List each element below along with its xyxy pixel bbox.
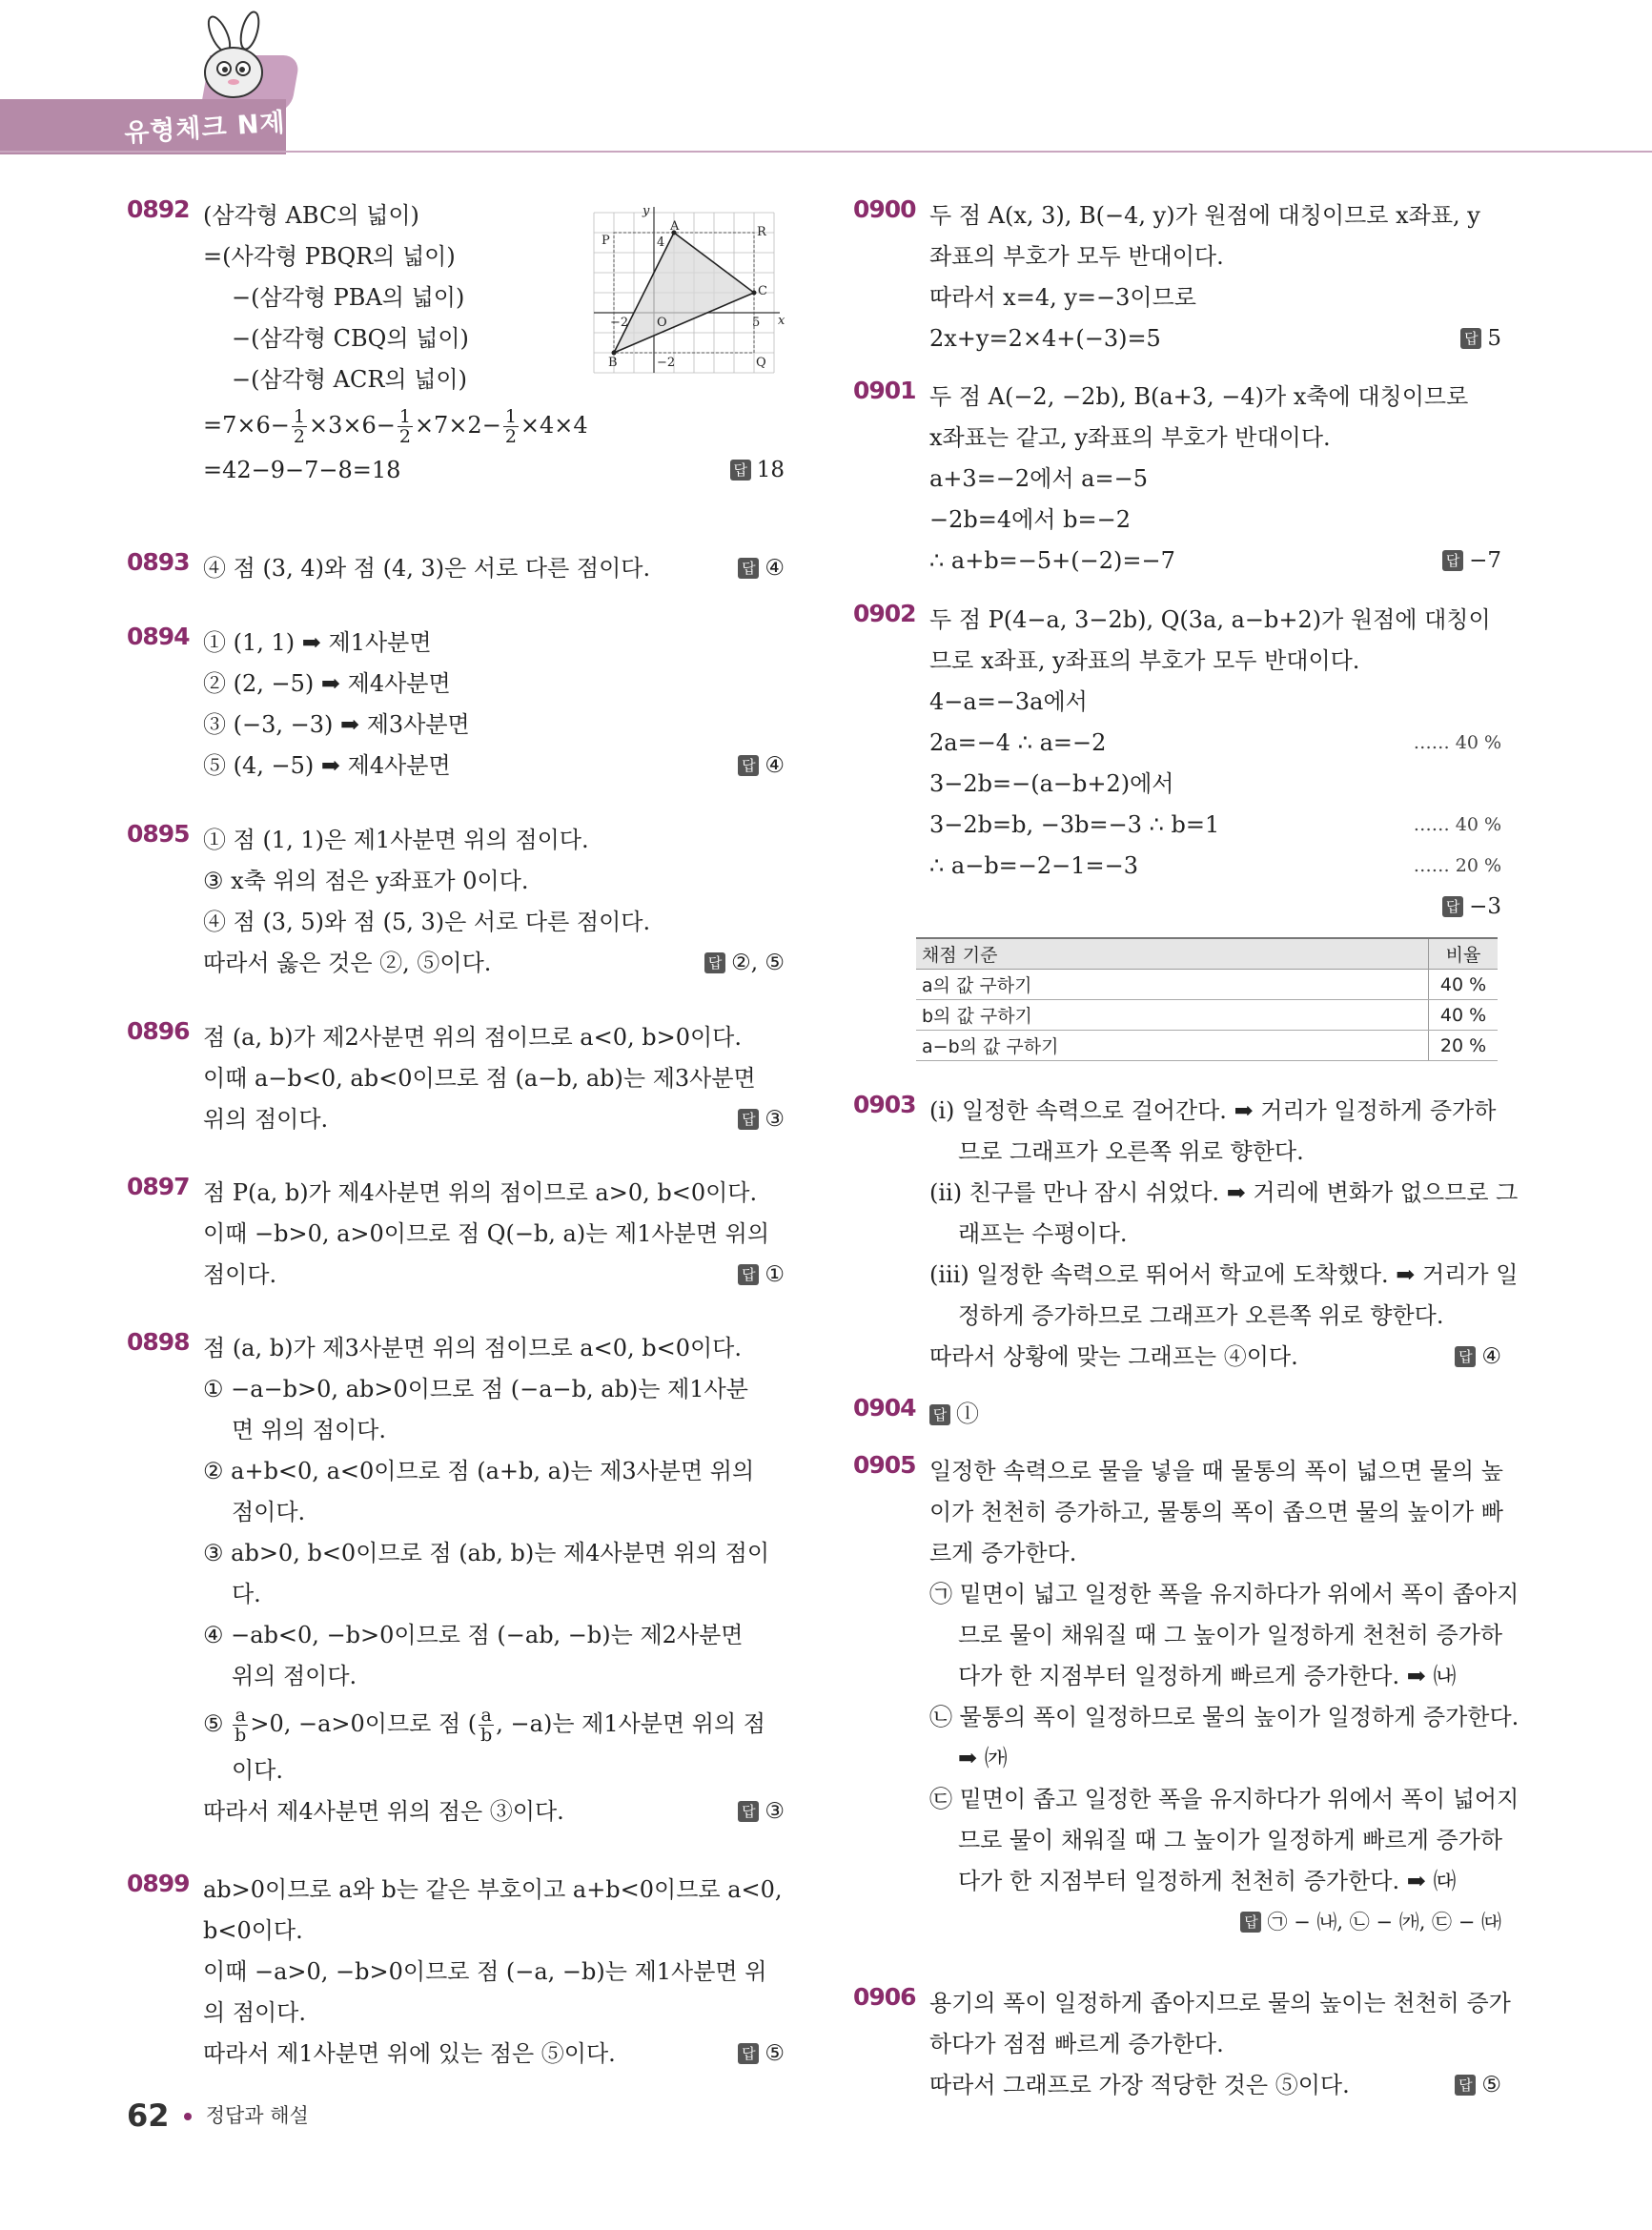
text-line: 다가 한 지점부터 일정하게 천천히 증가한다. ➡ ㈐	[958, 1868, 1457, 1894]
table-header-cell: 비율	[1429, 938, 1499, 970]
text-line: −2b=4에서 b=−2	[929, 506, 1131, 533]
text-line: ③ (−3, −3) ➡ 제3사분면	[203, 711, 470, 738]
text-line: 따라서 옳은 것은 ②, ⑤이다. 답 ②, ⑤	[203, 943, 785, 984]
problem-number: 0894	[127, 623, 190, 650]
fraction-line: ⑤ $\frac{a}{b}$ >0, −a>0이므로 점 ( $\frac{a}{b}$ , −a)는 제1사분면 위의 점	[203, 1705, 765, 1746]
label-y-axis: y	[642, 204, 650, 218]
right-column	[853, 195, 1519, 2106]
answer: 답 ⑤	[1455, 2065, 1501, 2106]
point-B	[612, 351, 617, 356]
text-line: 두 점 A(x, 3), B(−4, y)가 원점에 대칭이므로 x좌표, y	[929, 202, 1480, 229]
table-cell: a의 값 구하기	[916, 970, 1429, 1000]
text-line: =42−9−7−8=18 답 18	[203, 450, 785, 491]
answer-mark-icon: 답	[1455, 1346, 1476, 1367]
text-line: ➡ ㈎	[958, 1745, 1008, 1771]
label-tick-y-neg2: −2	[657, 356, 676, 370]
answer: 답 5	[1460, 318, 1501, 359]
text-line: 르게 증가한다.	[929, 1540, 1077, 1566]
answer-mark-icon: 답	[738, 2043, 759, 2064]
solution-0902	[853, 600, 1501, 1091]
problem-number: 0896	[127, 1017, 190, 1045]
answer-mark-icon: 답	[1442, 896, 1463, 917]
label-x-axis: x	[778, 314, 785, 328]
text-line: 의 점이다.	[203, 1999, 306, 2026]
text-line: ① −a−b>0, ab>0이므로 점 (−a−b, ab)는 제1사분	[203, 1376, 748, 1402]
answer-mark-icon: 답	[1460, 328, 1481, 349]
text-line: 다가 한 지점부터 일정하게 빠르게 증가한다. ➡ ㈏	[958, 1663, 1457, 1689]
text-line: 점이다. 답 ①	[203, 1255, 785, 1296]
text-line: 2x+y=2×4+(−3)=5 답 5	[929, 318, 1501, 359]
fraction: $\frac{1}{2}$	[504, 406, 517, 447]
text-line: ③ ab>0, b<0이므로 점 (ab, b)는 제4사분면 위의 점이	[203, 1540, 770, 1566]
fraction: $\frac{1}{2}$	[293, 406, 305, 447]
problem-number: 0892	[127, 195, 190, 223]
answer-mark-icon: 답	[738, 1109, 759, 1130]
label-A: A	[670, 219, 680, 234]
solution-0894	[127, 623, 785, 820]
label-tick-x-neg2: −2	[610, 316, 629, 330]
answer-mark-icon: 답	[929, 1404, 950, 1425]
table-header-row	[916, 938, 1498, 970]
answer: 답 −3	[1442, 887, 1501, 928]
text-line: ㉡ 물통의 폭이 일정하므로 물의 높이가 일정하게 증가한다.	[929, 1704, 1519, 1730]
text-line: ① 점 (1, 1)은 제1사분면 위의 점이다.	[203, 827, 589, 853]
problem-number: 0900	[853, 195, 916, 223]
problem-number: 0906	[853, 1983, 916, 2011]
text-line: 따라서 상황에 맞는 그래프는 ④이다. 답 ④	[929, 1337, 1501, 1378]
table-row	[916, 1000, 1498, 1031]
text-line: 므로 그래프가 오른쪽 위로 향한다.	[958, 1138, 1304, 1165]
answer-mark-icon: 답	[704, 952, 725, 973]
answer: 답 ④	[738, 548, 785, 589]
text-line: b<0이다.	[203, 1917, 303, 1944]
label-tick-4: 4	[657, 235, 665, 250]
answer: 답 ②, ⑤	[704, 943, 785, 984]
table-cell: 40 %	[1429, 970, 1499, 1000]
answer: 답 ④	[1455, 1337, 1501, 1378]
problem-number: 0899	[127, 1870, 190, 1897]
problem-number: 0904	[853, 1394, 916, 1422]
solution-0892	[127, 195, 785, 548]
fraction-line: =7×6− $\frac{1}{2}$ ×3×6− $\frac{1}{2}$ ×7×2− $\frac{1}{2}$ ×4×4	[203, 406, 588, 447]
text-line: 므로 물이 채워질 때 그 높이가 일정하게 천천히 증가하	[958, 1622, 1503, 1648]
text-line: ⑤ (4, −5) ➡ 제4사분면 답 ④	[203, 746, 785, 787]
answer-mark-icon: 답	[1240, 1912, 1261, 1933]
fraction: $\frac{a}{b}$	[235, 1705, 247, 1746]
text-line: ④ 점 (3, 4)와 점 (4, 3)은 서로 다른 점이다. 답 ④	[203, 548, 785, 589]
label-R: R	[757, 225, 766, 239]
point-C	[752, 291, 757, 296]
text-line: =(사각형 PBQR의 넓이)	[203, 243, 456, 270]
problem-number: 0903	[853, 1091, 916, 1118]
text-line: 따라서 제4사분면 위의 점은 ③이다. 답 ③	[203, 1791, 785, 1832]
text-line: 다.	[232, 1581, 261, 1607]
text-line: 따라서 x=4, y=−3이므로	[929, 284, 1196, 311]
text-line: ② (2, −5) ➡ 제4사분면	[203, 670, 451, 697]
text-line: −(삼각형 ACR의 넓이)	[232, 366, 467, 393]
text-line: ① (1, 1) ➡ 제1사분면	[203, 629, 432, 656]
text-line: (ii) 친구를 만나 잠시 쉬었다. ➡ 거리에 변화가 없으므로 그	[929, 1179, 1519, 1206]
answer: 답 −7	[1442, 541, 1501, 582]
text-line: ∴ a+b=−5+(−2)=−7 답 −7	[929, 541, 1501, 582]
text-line: ∴ a−b=−2−1=−3 …… 20 %	[929, 846, 1501, 887]
bullet-dot-icon	[184, 2113, 192, 2120]
solution-0905	[853, 1451, 1519, 1983]
text-line: 이가 천천히 증가하고, 물통의 폭이 좁으면 물의 높이가 빠	[929, 1499, 1503, 1525]
table-cell: 40 %	[1429, 1000, 1499, 1031]
left-column	[127, 195, 785, 2075]
text-line: 점 (a, b)가 제3사분면 위의 점이므로 a<0, b<0이다.	[203, 1335, 742, 1361]
score-percent: …… 20 %	[1413, 855, 1501, 876]
problem-number: 0893	[127, 548, 190, 576]
label-B: B	[608, 356, 618, 370]
text-line: 3−2b=−(a−b+2)에서	[929, 770, 1174, 797]
text-line: 점 (a, b)가 제2사분면 위의 점이므로 a<0, b>0이다.	[203, 1024, 742, 1051]
text-line: 점 P(a, b)가 제4사분면 위의 점이므로 a>0, b<0이다.	[203, 1179, 758, 1206]
text-line: 일정한 속력으로 물을 넣을 때 물통의 폭이 넓으면 물의 높	[929, 1458, 1503, 1484]
text-line: 정하게 증가하므로 그래프가 오른쪽 위로 향한다.	[958, 1302, 1444, 1329]
solution-0903	[853, 1091, 1519, 1394]
page-footer	[127, 2097, 309, 2134]
text-line: (iii) 일정한 속력으로 뛰어서 학교에 도착했다. ➡ 거리가 일	[929, 1261, 1519, 1288]
footer-label: 정답과 해설	[205, 2104, 309, 2127]
header-rule	[0, 151, 1652, 153]
solution-0899	[127, 1870, 785, 2075]
solution-0898	[127, 1328, 785, 1870]
answer: 답 18	[730, 450, 785, 491]
header-title: 유형체크 N제	[123, 108, 287, 149]
text-line: ② a+b<0, a<0이므로 점 (a+b, a)는 제3사분면 위의	[203, 1458, 755, 1484]
text-line: 답 ⓛ	[929, 1394, 1501, 1435]
table-header-cell: 채점 기준	[916, 938, 1429, 970]
problem-number: 0905	[853, 1451, 916, 1479]
text-line: (삼각형 ABC의 넓이)	[203, 202, 419, 229]
text-line: 용기의 폭이 일정하게 좁아지므로 물의 높이는 천천히 증가	[929, 1990, 1511, 2016]
problem-number: 0898	[127, 1328, 190, 1356]
solution-0901	[853, 377, 1501, 600]
label-Q: Q	[756, 356, 766, 370]
text-line: ④ −ab<0, −b>0이므로 점 (−ab, −b)는 제2사분면	[203, 1622, 744, 1648]
answer-mark-icon: 답	[730, 460, 751, 481]
text-line: 좌표의 부호가 모두 반대이다.	[929, 243, 1224, 270]
text-line: 므로 x좌표, y좌표의 부호가 모두 반대이다.	[929, 647, 1360, 674]
label-P: P	[602, 234, 610, 248]
text-line: ㉢ 밑면이 좁고 일정한 폭을 유지하다가 위에서 폭이 넓어지	[929, 1786, 1519, 1812]
table-row	[916, 970, 1498, 1000]
answer: 답 ③	[738, 1099, 785, 1140]
label-C: C	[758, 284, 767, 298]
problem-number: 0901	[853, 377, 916, 404]
text-line: ④ 점 (3, 5)와 점 (5, 3)은 서로 다른 점이다.	[203, 909, 651, 935]
answer-mark-icon: 답	[738, 1801, 759, 1822]
text-line: 하다가 점점 빠르게 증가한다.	[929, 2031, 1224, 2057]
text-line: 두 점 P(4−a, 3−2b), Q(3a, a−b+2)가 원점에 대칭이	[929, 606, 1491, 633]
text-line: 2a=−4 ∴ a=−2 …… 40 %	[929, 723, 1501, 764]
text-line: −(삼각형 CBQ의 넓이)	[232, 325, 469, 352]
table-row	[916, 1031, 1498, 1061]
text-line: 위의 점이다. 답 ③	[203, 1099, 785, 1140]
text-line: 이다.	[232, 1757, 283, 1784]
fraction: $\frac{a}{b}$	[480, 1705, 493, 1746]
text-line: 이때 a−b<0, ab<0이므로 점 (a−b, ab)는 제3사분면	[203, 1065, 756, 1092]
solution-0897	[127, 1173, 785, 1328]
answer: 답 ⑤	[738, 2034, 785, 2075]
text-line: 면 위의 점이다.	[232, 1417, 386, 1443]
text-line: −(삼각형 PBA의 넓이)	[232, 284, 465, 311]
text-line: 이때 −a>0, −b>0이므로 점 (−a, −b)는 제1사분면 위	[203, 1958, 767, 1985]
text-line: 점이다.	[232, 1499, 306, 1525]
problem-number: 0897	[127, 1173, 190, 1200]
answer-mark-icon: 답	[738, 755, 759, 776]
answer-mark-icon: 답	[1442, 550, 1463, 571]
table-cell: b의 값 구하기	[916, 1000, 1429, 1031]
text-line: 3−2b=b, −3b=−3 ∴ b=1 …… 40 %	[929, 805, 1501, 846]
text-line: 따라서 제1사분면 위에 있는 점은 ⑤이다. 답 ⑤	[203, 2034, 785, 2075]
coordinate-graph	[575, 203, 785, 370]
score-percent: …… 40 %	[1413, 814, 1501, 835]
solution-0895	[127, 820, 785, 1017]
label-origin: O	[657, 316, 667, 330]
answer: 답 ④	[738, 746, 785, 787]
answer-mark-icon: 답	[1455, 2075, 1476, 2096]
answer-line	[929, 1902, 1501, 1943]
text-line: 따라서 그래프로 가장 적당한 것은 ⑤이다. 답 ⑤	[929, 2065, 1501, 2106]
problem-number: 0902	[853, 600, 916, 627]
text-line: a+3=−2에서 a=−5	[929, 465, 1148, 492]
answer: 답 ①	[738, 1255, 785, 1296]
text-line: 4−a=−3a에서	[929, 688, 1088, 715]
text-line: (i) 일정한 속력으로 걸어간다. ➡ 거리가 일정하게 증가하	[929, 1097, 1497, 1124]
text-line: x좌표는 같고, y좌표의 부호가 반대이다.	[929, 424, 1331, 451]
score-percent: …… 40 %	[1413, 732, 1501, 753]
solution-0893	[127, 548, 785, 623]
answer: 답 ㉠ − ㈏, ㉡ − ㈎, ㉢ − ㈐	[1240, 1902, 1501, 1943]
table-cell: 20 %	[1429, 1031, 1499, 1061]
solution-0900	[853, 195, 1501, 377]
text-line: ㉠ 밑면이 넓고 일정한 폭을 유지하다가 위에서 폭이 좁아지	[929, 1581, 1519, 1607]
solution-0896	[127, 1017, 785, 1173]
text-line: ab>0이므로 a와 b는 같은 부호이고 a+b<0이므로 a<0,	[203, 1876, 783, 1903]
answer-line	[929, 887, 1501, 928]
grading-table	[916, 937, 1498, 1061]
text-line: 므로 물이 채워질 때 그 높이가 일정하게 빠르게 증가하	[958, 1827, 1503, 1853]
text-line: ③ x축 위의 점은 y좌표가 0이다.	[203, 868, 529, 894]
label-tick-5: 5	[752, 316, 761, 330]
table-cell: a−b의 값 구하기	[916, 1031, 1429, 1061]
answer-mark-icon: 답	[738, 1264, 759, 1285]
fraction: $\frac{1}{2}$	[398, 406, 411, 447]
solution-0906	[853, 1983, 1511, 2106]
text-line: 래프는 수평이다.	[958, 1220, 1128, 1247]
page-number: 62	[127, 2097, 170, 2134]
text-line: 두 점 A(−2, −2b), B(a+3, −4)가 x축에 대칭이므로	[929, 383, 1469, 410]
answer: 답 ③	[738, 1791, 785, 1832]
problem-number: 0895	[127, 820, 190, 848]
text-line: 이때 −b>0, a>0이므로 점 Q(−b, a)는 제1사분면 위의	[203, 1220, 770, 1247]
answer-mark-icon: 답	[738, 558, 759, 579]
solution-0904	[853, 1394, 1501, 1451]
text-line: 위의 점이다.	[232, 1663, 357, 1689]
